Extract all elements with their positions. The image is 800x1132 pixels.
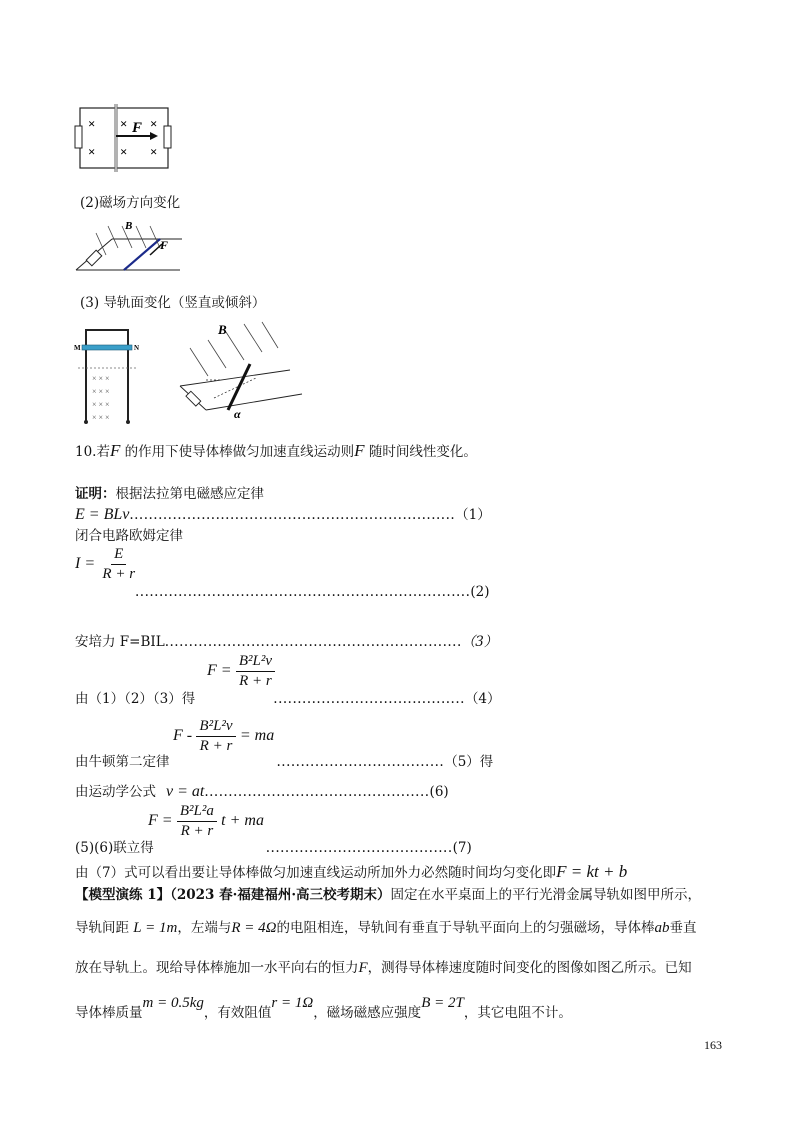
- practice-line-2: 导轨间距 L = 1m，左端与R = 4Ω的电阻相连，导轨间有垂直于导轨平面向上的匀强磁场，导体棒ab垂直: [75, 920, 697, 936]
- svg-text:×: ×: [120, 116, 128, 131]
- force-label: F: [132, 120, 143, 136]
- equation-4-fraction: F = $\frac{\text{B²L²v}}{R + r}$: [207, 653, 275, 690]
- equation-6: 由运动学公式 v = at...............................................(6): [75, 783, 449, 800]
- equation-7-label: (5)(6)联立得 .......................................(7): [75, 840, 472, 856]
- figure-rails-force: [70, 100, 180, 175]
- equation-7-fraction: F = $\frac{\text{B²L²a}}{R + r}$ t + ma: [148, 803, 264, 839]
- svg-text:× × ×: × × ×: [92, 374, 110, 383]
- proof-heading: 证明：根据法拉第电磁感应定律: [75, 486, 264, 502]
- svg-text:× × ×: × × ×: [92, 413, 110, 422]
- equation-1: E = BLv....................................................................（1）: [75, 506, 491, 523]
- f-label: F: [160, 238, 169, 252]
- alpha-label: α: [234, 407, 241, 421]
- svg-text:× × ×: × × ×: [92, 387, 110, 396]
- figure-field-direction: [72, 215, 187, 277]
- figure-vertical-rails: [72, 322, 147, 432]
- caption-field-direction: (2)磁场方向变化: [80, 195, 181, 211]
- svg-text:×: ×: [150, 144, 158, 159]
- ohm-law-label: 闭合电路欧姆定律: [75, 528, 183, 544]
- equation-5-fraction: F - $\frac{\text{B²L²v}}{R + r}$ = ma: [173, 718, 275, 754]
- svg-text:×: ×: [120, 144, 128, 159]
- practice-line-1: 【模型演练 1】（2023 春·福建福州·高三校考期末）固定在水平桌面上的平行光滑金属导轨如图甲所示，: [75, 887, 702, 903]
- svg-text:×: ×: [88, 144, 96, 159]
- figure-inclined-rails: [178, 318, 303, 423]
- m-label: M: [74, 344, 81, 352]
- equation-4-label: 由（1）（2）（3）得 ........................................（4）: [75, 691, 501, 707]
- caption-rail-plane: (3) 导轨面变化（竖直或倾斜）: [80, 295, 266, 311]
- b-label-inclined: B: [218, 322, 227, 337]
- equation-2-tag: ......................................................................(2): [135, 584, 490, 600]
- svg-text:× × ×: × × ×: [92, 400, 110, 409]
- svg-text:×: ×: [88, 116, 96, 131]
- practice-line-3: 放在导轨上。现给导体棒施加一水平向右的恒力F，测得导体棒速度随时间变化的图像如图乙所示。已知: [75, 960, 692, 976]
- page-number: 163: [704, 1038, 722, 1052]
- equation-5-label: 由牛顿第二定律 ...................................（5）得: [75, 754, 494, 770]
- conclusion: 由（7）式可以看出要让导体棒做匀加速直线运动所加外力必然随时间均匀变化即F = kt + b: [75, 862, 628, 881]
- n-label: N: [134, 344, 140, 352]
- svg-text:×: ×: [150, 116, 158, 131]
- b-label: B: [125, 220, 133, 232]
- practice-line-4: 导体棒质量m = 0.5kg，有效阻值r = 1Ω，磁场磁感应强度B = 2T，其它电阻不计。: [75, 995, 572, 1021]
- equation-2-fraction: I = $\frac{E}{R + r}$: [75, 546, 136, 582]
- ampere-force: 安培力 F=BIL..............................................................（3）: [75, 634, 498, 650]
- item-10: 10.若F 的作用下使导体棒做匀加速直线运动则F 随时间线性变化。: [75, 441, 477, 460]
